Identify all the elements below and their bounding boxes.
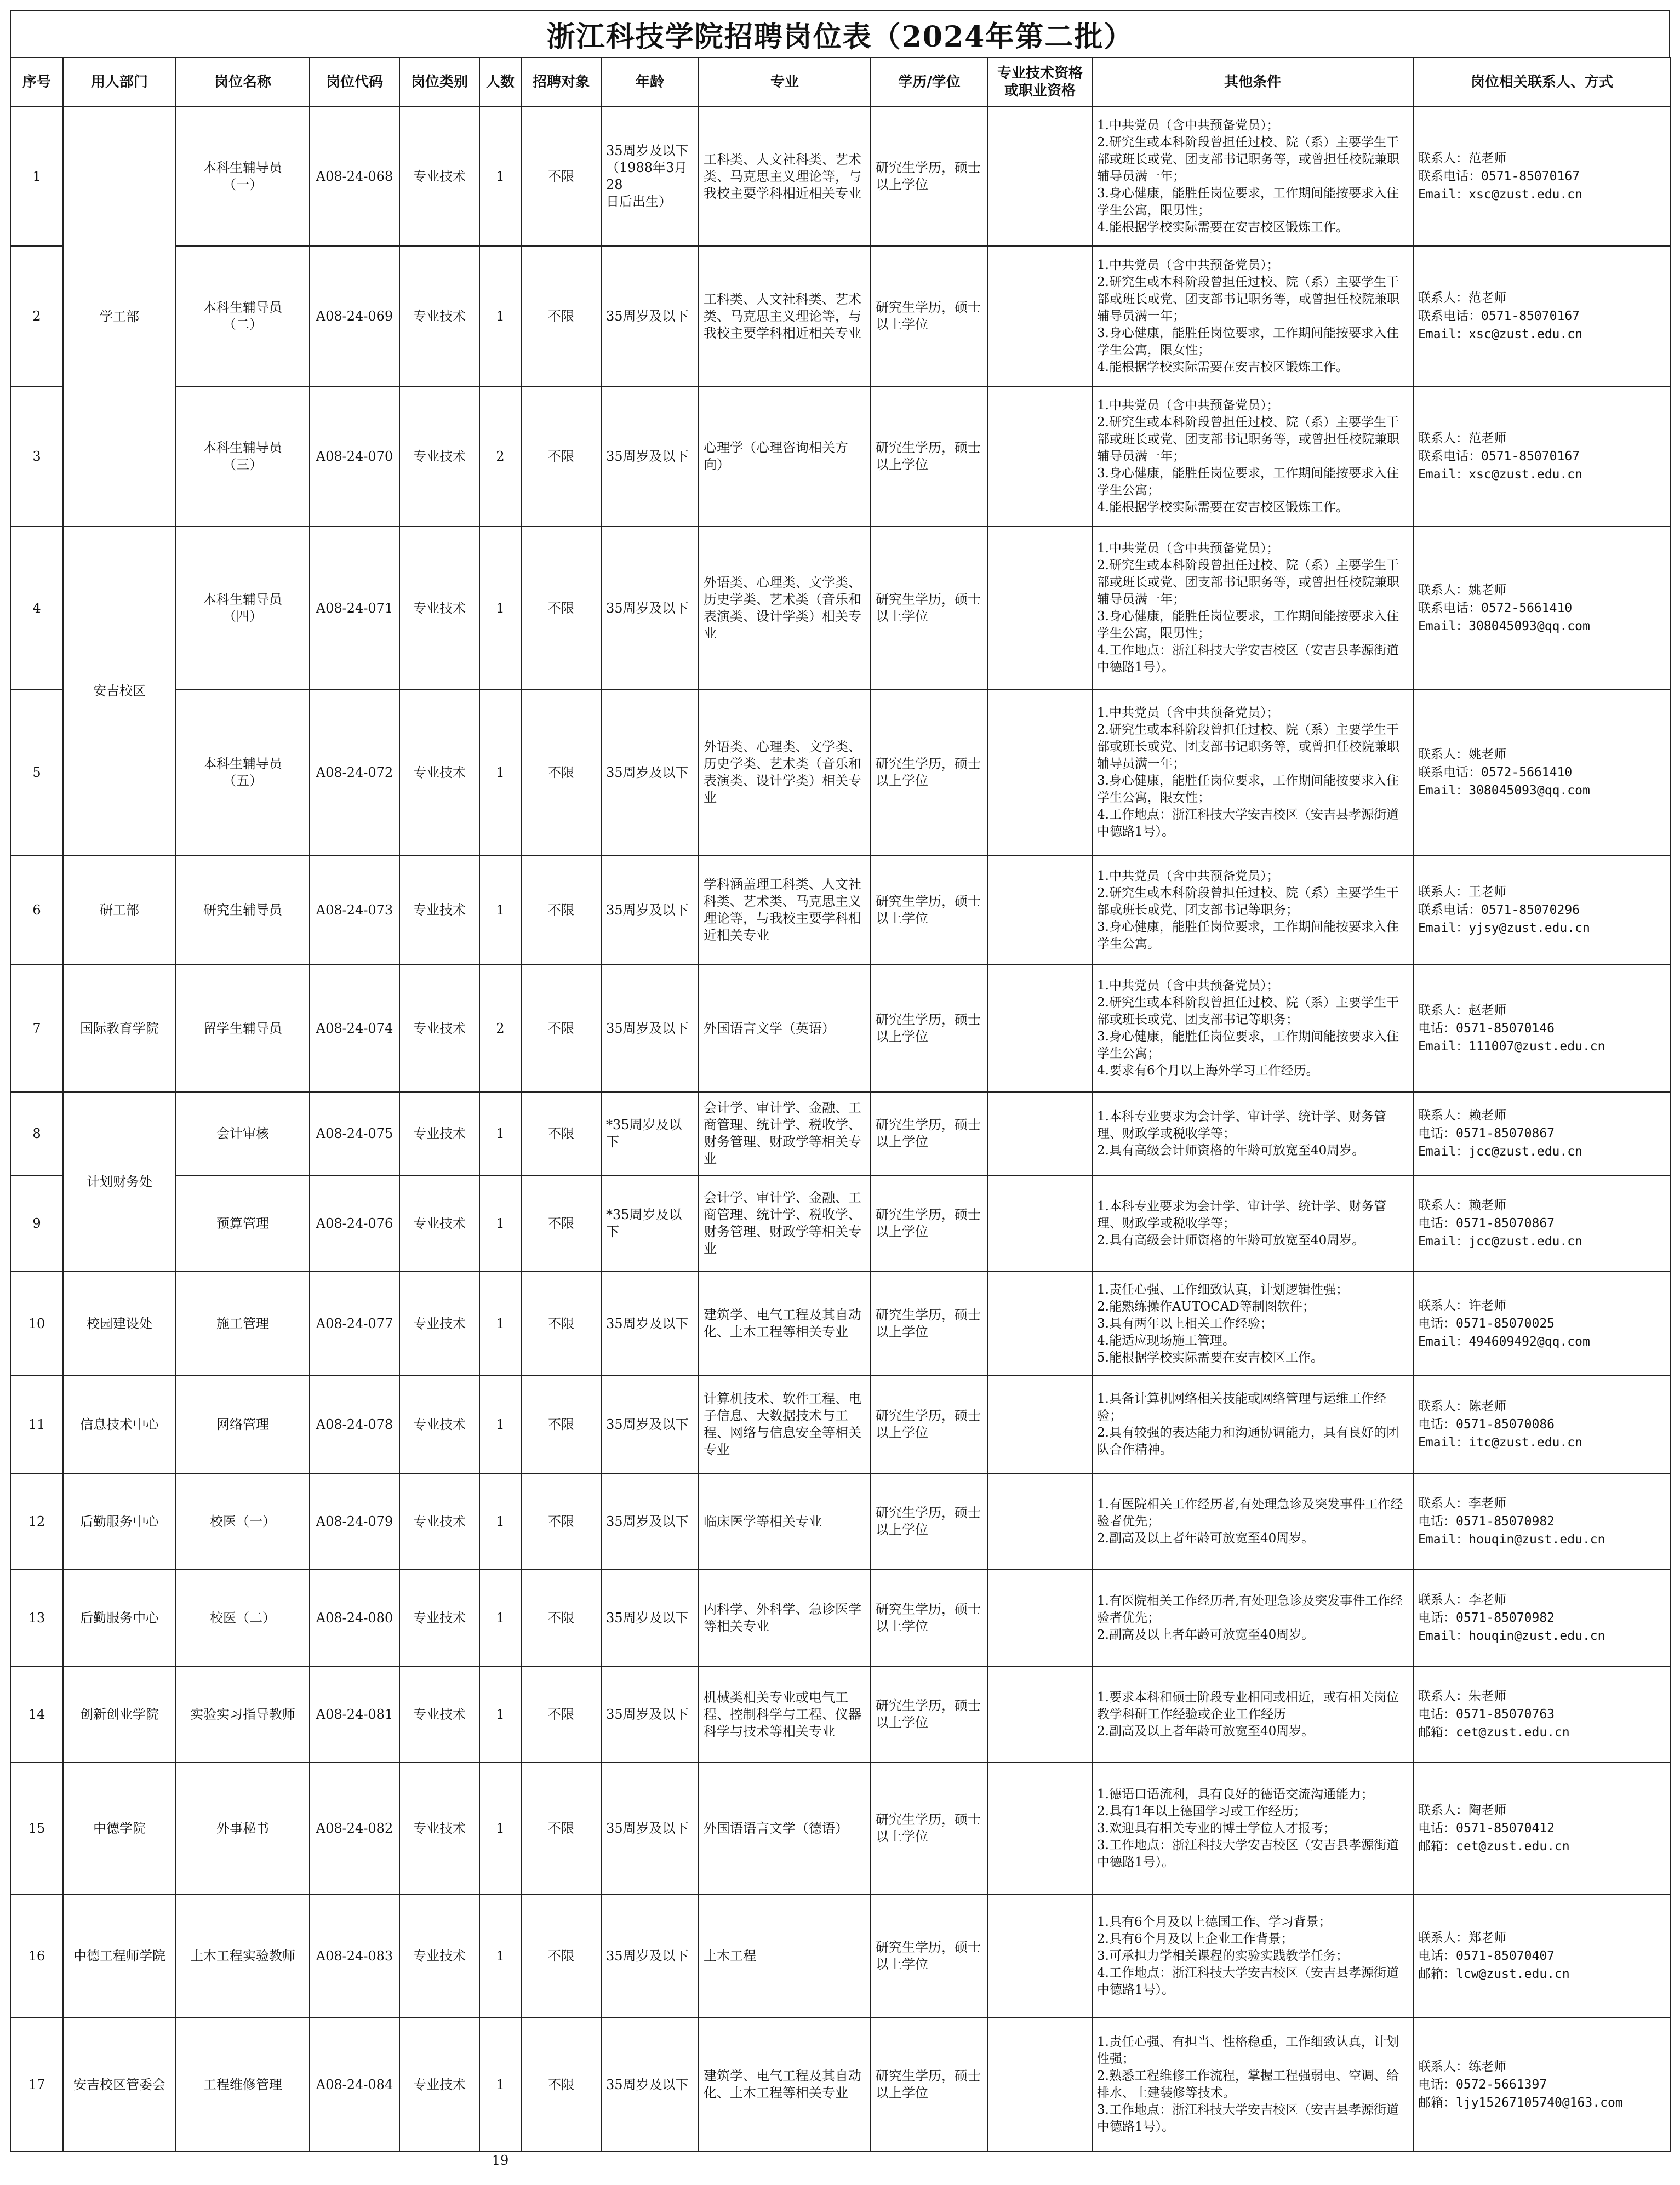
seq-cell: 15 bbox=[10, 1763, 63, 1894]
table-row bbox=[10, 1175, 1671, 1272]
post-code-cell: A08-24-083 bbox=[310, 1894, 399, 2018]
dept-cell: 学工部 bbox=[63, 107, 176, 527]
contact-cell: 联系人：范老师 联系电话：0571-85070167 Email：xsc@zust.edu.cn bbox=[1413, 246, 1671, 386]
degree-cell: 研究生学历，硕士以上学位 bbox=[871, 107, 988, 246]
contact-cell: 联系人：许老师 电话：0571-85070025 Email：494609492@qq.com bbox=[1413, 1272, 1671, 1376]
dept-cell: 研工部 bbox=[63, 855, 176, 965]
degree-cell: 研究生学历，硕士以上学位 bbox=[871, 1092, 988, 1175]
table-row bbox=[10, 1272, 1671, 1376]
post-code-cell: A08-24-081 bbox=[310, 1666, 399, 1763]
contact-cell: 联系人：范老师 联系电话：0571-85070167 Email：xsc@zust.edu.cn bbox=[1413, 386, 1671, 527]
age-cell: *35周岁及以下 bbox=[601, 1175, 699, 1272]
major-cell: 建筑学、电气工程及其自动化、土木工程等相关专业 bbox=[699, 2018, 871, 2152]
degree-cell: 研究生学历，硕士以上学位 bbox=[871, 246, 988, 386]
post-code-cell: A08-24-073 bbox=[310, 855, 399, 965]
count-cell: 1 bbox=[479, 1473, 521, 1570]
table-row bbox=[10, 690, 1671, 855]
post-name-cell: 研究生辅导员 bbox=[176, 855, 310, 965]
contact-cell: 联系人：范老师 联系电话：0571-85070167 Email：xsc@zust.edu.cn bbox=[1413, 107, 1671, 246]
degree-cell: 研究生学历，硕士以上学位 bbox=[871, 965, 988, 1092]
degree-cell: 研究生学历，硕士以上学位 bbox=[871, 1666, 988, 1763]
count-cell: 1 bbox=[479, 2018, 521, 2152]
age-cell: 35周岁及以下 bbox=[601, 2018, 699, 2152]
degree-cell: 研究生学历，硕士以上学位 bbox=[871, 1272, 988, 1376]
other-conditions-cell: 1.具有6个月及以上德国工作、学习背景； 2.具有6个月及以上企业工作背景； 3.可承担力学相关课程的实验实践教学任务； 4.工作地点：浙江科技大学安吉校区（安吉县孝源街道中德路1号）。 bbox=[1092, 1894, 1413, 2018]
target-cell: 不限 bbox=[521, 965, 601, 1092]
contact-cell: 联系人：王老师 联系电话：0571-85070296 Email：yjsy@zust.edu.cn bbox=[1413, 855, 1671, 965]
major-cell: 建筑学、电气工程及其自动化、土木工程等相关专业 bbox=[699, 1272, 871, 1376]
table-row bbox=[10, 2018, 1671, 2152]
other-conditions-cell: 1.本科专业要求为会计学、审计学、统计学、财务管理、财政学或税收学等； 2.具有高级会计师资格的年龄可放宽至40周岁。 bbox=[1092, 1092, 1413, 1175]
post-code-cell: A08-24-074 bbox=[310, 965, 399, 1092]
post-name-cell: 本科生辅导员 （五） bbox=[176, 690, 310, 855]
major-cell: 外国语言文学（英语） bbox=[699, 965, 871, 1092]
table-row bbox=[10, 527, 1671, 690]
post-code-cell: A08-24-078 bbox=[310, 1376, 399, 1473]
post-type-cell: 专业技术 bbox=[399, 1473, 479, 1570]
post-name-cell: 土木工程实验教师 bbox=[176, 1894, 310, 2018]
count-cell: 1 bbox=[479, 246, 521, 386]
target-cell: 不限 bbox=[521, 2018, 601, 2152]
post-name-cell: 预算管理 bbox=[176, 1175, 310, 1272]
degree-cell: 研究生学历，硕士以上学位 bbox=[871, 1376, 988, 1473]
other-conditions-cell: 1.责任心强、有担当、性格稳重，工作细致认真，计划性强； 2.熟悉工程维修工作流程，掌握工程强弱电、空调、给排水、土建装修等技术。 3.工作地点：浙江科技大学安吉校区（安吉县孝源街道中德路1号）。 bbox=[1092, 2018, 1413, 2152]
target-cell: 不限 bbox=[521, 246, 601, 386]
dept-cell: 计划财务处 bbox=[63, 1092, 176, 1272]
header-other: 其他条件 bbox=[1092, 58, 1413, 107]
age-cell: *35周岁及以下 bbox=[601, 1092, 699, 1175]
post-name-cell: 工程维修管理 bbox=[176, 2018, 310, 2152]
count-cell: 1 bbox=[479, 1272, 521, 1376]
seq-cell: 17 bbox=[10, 2018, 63, 2152]
major-cell: 临床医学等相关专业 bbox=[699, 1473, 871, 1570]
other-conditions-cell: 1.中共党员（含中共预备党员）； 2.研究生或本科阶段曾担任过校、院（系）主要学生干部或班长或党、团支部书记职务等，或曾担任校院兼职辅导员满一年； 3.身心健康，能胜任岗位要求，工作期间能按要求入住学生公寓，限男性； 4.工作地点：浙江科技大学安吉校区（安吉县孝源街道中德路1号）。 bbox=[1092, 527, 1413, 690]
seq-cell: 1 bbox=[10, 107, 63, 246]
post-code-cell: A08-24-082 bbox=[310, 1763, 399, 1894]
header-dept: 用人部门 bbox=[63, 58, 176, 107]
qualification-cell bbox=[988, 1272, 1092, 1376]
dept-cell: 国际教育学院 bbox=[63, 965, 176, 1092]
contact-cell: 联系人：赖老师 电话：0571-85070867 Email：jcc@zust.edu.cn bbox=[1413, 1092, 1671, 1175]
target-cell: 不限 bbox=[521, 1473, 601, 1570]
post-name-cell: 网络管理 bbox=[176, 1376, 310, 1473]
table-row bbox=[10, 1666, 1671, 1763]
qualification-cell bbox=[988, 1763, 1092, 1894]
target-cell: 不限 bbox=[521, 855, 601, 965]
qualification-cell bbox=[988, 386, 1092, 527]
age-cell: 35周岁及以下 bbox=[601, 965, 699, 1092]
post-code-cell: A08-24-070 bbox=[310, 386, 399, 527]
post-type-cell: 专业技术 bbox=[399, 690, 479, 855]
seq-cell: 3 bbox=[10, 386, 63, 527]
dept-cell: 信息技术中心 bbox=[63, 1376, 176, 1473]
major-cell: 工科类、人文社科类、艺术类、马克思主义理论等，与我校主要学科相近相关专业 bbox=[699, 107, 871, 246]
target-cell: 不限 bbox=[521, 1666, 601, 1763]
header-contact: 岗位相关联系人、方式 bbox=[1413, 58, 1671, 107]
count-cell: 1 bbox=[479, 1376, 521, 1473]
post-name-cell: 本科生辅导员 （二） bbox=[176, 246, 310, 386]
qualification-cell bbox=[988, 1666, 1092, 1763]
qualification-cell bbox=[988, 1175, 1092, 1272]
qualification-cell bbox=[988, 246, 1092, 386]
table-row bbox=[10, 107, 1671, 246]
table-row bbox=[10, 1570, 1671, 1666]
qualification-cell bbox=[988, 1894, 1092, 2018]
dept-cell: 创新创业学院 bbox=[63, 1666, 176, 1763]
count-cell: 1 bbox=[479, 855, 521, 965]
contact-cell: 联系人：姚老师 联系电话：0572-5661410 Email：308045093@qq.com bbox=[1413, 690, 1671, 855]
recruitment-table-frame bbox=[10, 10, 1670, 2169]
target-cell: 不限 bbox=[521, 1894, 601, 2018]
major-cell: 工科类、人文社科类、艺术类、马克思主义理论等，与我校主要学科相近相关专业 bbox=[699, 246, 871, 386]
post-type-cell: 专业技术 bbox=[399, 107, 479, 246]
qualification-cell bbox=[988, 527, 1092, 690]
seq-cell: 6 bbox=[10, 855, 63, 965]
seq-cell: 9 bbox=[10, 1175, 63, 1272]
degree-cell: 研究生学历，硕士以上学位 bbox=[871, 690, 988, 855]
post-code-cell: A08-24-075 bbox=[310, 1092, 399, 1175]
header-post-type: 岗位类别 bbox=[399, 58, 479, 107]
age-cell: 35周岁及以下 bbox=[601, 386, 699, 527]
other-conditions-cell: 1.中共党员（含中共预备党员）； 2.研究生或本科阶段曾担任过校、院（系）主要学生干部或班长或党、团支部书记职务等，或曾担任校院兼职辅导员满一年； 3.身心健康，能胜任岗位要求，工作期间能按要求入住学生公寓； 4.能根据学校实际需要在安吉校区锻炼工作。 bbox=[1092, 386, 1413, 527]
target-cell: 不限 bbox=[521, 1175, 601, 1272]
contact-cell: 联系人：赵老师 电话：0571-85070146 Email：111007@zust.edu.cn bbox=[1413, 965, 1671, 1092]
post-type-cell: 专业技术 bbox=[399, 1570, 479, 1666]
other-conditions-cell: 1.有医院相关工作经历者,有处理急诊及突发事件工作经验者优先； 2.副高及以上者年龄可放宽至40周岁。 bbox=[1092, 1570, 1413, 1666]
contact-cell: 联系人：郑老师 电话：0571-85070407 邮箱：lcw@zust.edu.cn bbox=[1413, 1894, 1671, 2018]
major-cell: 会计学、审计学、金融、工商管理、统计学、税收学、财务管理、财政学等相关专业 bbox=[699, 1175, 871, 1272]
seq-cell: 16 bbox=[10, 1894, 63, 2018]
header-qualification: 专业技术资格或职业资格 bbox=[988, 58, 1092, 107]
post-type-cell: 专业技术 bbox=[399, 527, 479, 690]
contact-cell: 联系人：朱老师 电话：0571-85070763 邮箱：cet@zust.edu.cn bbox=[1413, 1666, 1671, 1763]
qualification-cell bbox=[988, 1376, 1092, 1473]
other-conditions-cell: 1.有医院相关工作经历者,有处理急诊及突发事件工作经验者优先； 2.副高及以上者年龄可放宽至40周岁。 bbox=[1092, 1473, 1413, 1570]
post-code-cell: A08-24-071 bbox=[310, 527, 399, 690]
qualification-cell bbox=[988, 1092, 1092, 1175]
table-row bbox=[10, 1763, 1671, 1894]
count-cell: 1 bbox=[479, 1570, 521, 1666]
qualification-cell bbox=[988, 107, 1092, 246]
major-cell: 机械类相关专业或电气工程、控制科学与工程、仪器科学与技术等相关专业 bbox=[699, 1666, 871, 1763]
post-type-cell: 专业技术 bbox=[399, 1272, 479, 1376]
age-cell: 35周岁及以下 bbox=[601, 527, 699, 690]
post-type-cell: 专业技术 bbox=[399, 1376, 479, 1473]
seq-cell: 13 bbox=[10, 1570, 63, 1666]
table-row bbox=[10, 1376, 1671, 1473]
post-name-cell: 本科生辅导员 （三） bbox=[176, 386, 310, 527]
post-name-cell: 施工管理 bbox=[176, 1272, 310, 1376]
other-conditions-cell: 1.中共党员（含中共预备党员）； 2.研究生或本科阶段曾担任过校、院（系）主要学生干部或班长或党、团支部书记职务等，或曾担任校院兼职辅导员满一年； 3.身心健康，能胜任岗位要求，工作期间能按要求入住学生公寓，限女性； 4.能根据学校实际需要在安吉校区锻炼工作。 bbox=[1092, 246, 1413, 386]
dept-cell: 校园建设处 bbox=[63, 1272, 176, 1376]
dept-cell: 安吉校区管委会 bbox=[63, 2018, 176, 2152]
contact-cell: 联系人：陈老师 电话：0571-85070086 Email：itc@zust.edu.cn bbox=[1413, 1376, 1671, 1473]
header-target: 招聘对象 bbox=[521, 58, 601, 107]
post-name-cell: 本科生辅导员 （四） bbox=[176, 527, 310, 690]
header-seq: 序号 bbox=[10, 58, 63, 107]
dept-cell: 后勤服务中心 bbox=[63, 1570, 176, 1666]
seq-cell: 2 bbox=[10, 246, 63, 386]
seq-cell: 5 bbox=[10, 690, 63, 855]
post-code-cell: A08-24-077 bbox=[310, 1272, 399, 1376]
count-cell: 1 bbox=[479, 690, 521, 855]
post-type-cell: 专业技术 bbox=[399, 2018, 479, 2152]
age-cell: 35周岁及以下 bbox=[601, 1272, 699, 1376]
dept-cell: 中德工程师学院 bbox=[63, 1894, 176, 2018]
header-count: 人数 bbox=[479, 58, 521, 107]
age-cell: 35周岁及以下 bbox=[601, 690, 699, 855]
degree-cell: 研究生学历，硕士以上学位 bbox=[871, 527, 988, 690]
post-type-cell: 专业技术 bbox=[399, 1092, 479, 1175]
post-code-cell: A08-24-069 bbox=[310, 246, 399, 386]
qualification-cell bbox=[988, 1473, 1092, 1570]
footer-spacer bbox=[10, 2152, 479, 2169]
other-conditions-cell: 1.责任心强、工作细致认真，计划逻辑性强； 2.能熟练操作AUTOCAD等制图软件； 3.具有两年以上相关工作经验； 4.能适应现场施工管理。 5.能根据学校实际需要在安吉校区工作。 bbox=[1092, 1272, 1413, 1376]
contact-cell: 联系人：李老师 电话：0571-85070982 Email：houqin@zust.edu.cn bbox=[1413, 1570, 1671, 1666]
count-cell: 2 bbox=[479, 386, 521, 527]
table-row bbox=[10, 1092, 1671, 1175]
age-cell: 35周岁及以下 bbox=[601, 1666, 699, 1763]
target-cell: 不限 bbox=[521, 1570, 601, 1666]
count-cell: 1 bbox=[479, 1666, 521, 1763]
post-type-cell: 专业技术 bbox=[399, 386, 479, 527]
dept-cell: 后勤服务中心 bbox=[63, 1473, 176, 1570]
post-name-cell: 本科生辅导员 （一） bbox=[176, 107, 310, 246]
other-conditions-cell: 1.要求本科和硕士阶段专业相同或相近，或有相关岗位教学科研工作经验或企业工作经历 2.副高及以上者年龄可放宽至40周岁。 bbox=[1092, 1666, 1413, 1763]
major-cell: 心理学（心理咨询相关方向） bbox=[699, 386, 871, 527]
target-cell: 不限 bbox=[521, 527, 601, 690]
major-cell: 外国语语言文学（德语） bbox=[699, 1763, 871, 1894]
age-cell: 35周岁及以下 bbox=[601, 1570, 699, 1666]
major-cell: 学科涵盖理工科类、人文社科类、艺术类、马克思主义理论等，与我校主要学科相近相关专业 bbox=[699, 855, 871, 965]
target-cell: 不限 bbox=[521, 1763, 601, 1894]
post-name-cell: 校医（二） bbox=[176, 1570, 310, 1666]
count-cell: 1 bbox=[479, 1092, 521, 1175]
page-number: 19 bbox=[492, 2153, 509, 2168]
age-cell: 35周岁及以下 bbox=[601, 1473, 699, 1570]
header-row bbox=[10, 58, 1671, 107]
post-type-cell: 专业技术 bbox=[399, 1175, 479, 1272]
other-conditions-cell: 1.中共党员（含中共预备党员）； 2.研究生或本科阶段曾担任过校、院（系）主要学生干部或班长或党、团支部书记职务等，或曾担任校院兼职辅导员满一年； 3.身心健康，能胜任岗位要求，工作期间能按要求入住学生公寓，限男性； 4.能根据学校实际需要在安吉校区锻炼工作。 bbox=[1092, 107, 1413, 246]
table-row bbox=[10, 855, 1671, 965]
qualification-cell bbox=[988, 1570, 1092, 1666]
post-type-cell: 专业技术 bbox=[399, 1763, 479, 1894]
degree-cell: 研究生学历，硕士以上学位 bbox=[871, 1763, 988, 1894]
dept-cell: 安吉校区 bbox=[63, 527, 176, 855]
contact-cell: 联系人：陶老师 电话：0571-85070412 邮箱：cet@zust.edu.cn bbox=[1413, 1763, 1671, 1894]
post-name-cell: 外事秘书 bbox=[176, 1763, 310, 1894]
other-conditions-cell: 1.具备计算机网络相关技能或网络管理与运维工作经验； 2.具有较强的表达能力和沟通协调能力，具有良好的团队合作精神。 bbox=[1092, 1376, 1413, 1473]
post-code-cell: A08-24-076 bbox=[310, 1175, 399, 1272]
count-cell: 1 bbox=[479, 527, 521, 690]
post-code-cell: A08-24-068 bbox=[310, 107, 399, 246]
post-code-cell: A08-24-084 bbox=[310, 2018, 399, 2152]
post-type-cell: 专业技术 bbox=[399, 855, 479, 965]
post-code-cell: A08-24-079 bbox=[310, 1473, 399, 1570]
age-cell: 35周岁及以下 bbox=[601, 246, 699, 386]
dept-cell: 中德学院 bbox=[63, 1763, 176, 1894]
post-name-cell: 会计审核 bbox=[176, 1092, 310, 1175]
degree-cell: 研究生学历，硕士以上学位 bbox=[871, 1473, 988, 1570]
post-code-cell: A08-24-080 bbox=[310, 1570, 399, 1666]
contact-cell: 联系人：姚老师 联系电话：0572-5661410 Email：308045093@qq.com bbox=[1413, 527, 1671, 690]
table-row bbox=[10, 1473, 1671, 1570]
page-title: 浙江科技学院招聘岗位表（2024年第二批） bbox=[10, 10, 1670, 57]
degree-cell: 研究生学历，硕士以上学位 bbox=[871, 386, 988, 527]
post-name-cell: 实验实习指导教师 bbox=[176, 1666, 310, 1763]
recruitment-table bbox=[10, 57, 1671, 2169]
other-conditions-cell: 1.德语口语流利，具有良好的德语交流沟通能力； 2.具有1年以上德国学习或工作经历； 3.欢迎具有相关专业的博士学位人才报考； 3.工作地点：浙江科技大学安吉校区（安吉县孝源街道中德路1号）。 bbox=[1092, 1763, 1413, 1894]
post-code-cell: A08-24-072 bbox=[310, 690, 399, 855]
degree-cell: 研究生学历，硕士以上学位 bbox=[871, 1894, 988, 2018]
target-cell: 不限 bbox=[521, 107, 601, 246]
other-conditions-cell: 1.本科专业要求为会计学、审计学、统计学、财务管理、财政学或税收学等； 2.具有高级会计师资格的年龄可放宽至40周岁。 bbox=[1092, 1175, 1413, 1272]
major-cell: 会计学、审计学、金融、工商管理、统计学、税收学、财务管理、财政学等相关专业 bbox=[699, 1092, 871, 1175]
table-row bbox=[10, 1894, 1671, 2018]
target-cell: 不限 bbox=[521, 386, 601, 527]
contact-cell: 联系人：李老师 电话：0571-85070982 Email：houqin@zust.edu.cn bbox=[1413, 1473, 1671, 1570]
seq-cell: 10 bbox=[10, 1272, 63, 1376]
post-type-cell: 专业技术 bbox=[399, 1666, 479, 1763]
target-cell: 不限 bbox=[521, 1092, 601, 1175]
post-type-cell: 专业技术 bbox=[399, 965, 479, 1092]
header-post-code: 岗位代码 bbox=[310, 58, 399, 107]
target-cell: 不限 bbox=[521, 1272, 601, 1376]
post-type-cell: 专业技术 bbox=[399, 246, 479, 386]
degree-cell: 研究生学历，硕士以上学位 bbox=[871, 2018, 988, 2152]
target-cell: 不限 bbox=[521, 1376, 601, 1473]
other-conditions-cell: 1.中共党员（含中共预备党员）； 2.研究生或本科阶段曾担任过校、院（系）主要学生干部或班长或党、团支部书记等职务； 3.身心健康，能胜任岗位要求，工作期间能按要求入住学生公寓； 4.要求有6个月以上海外学习工作经历。 bbox=[1092, 965, 1413, 1092]
count-cell: 1 bbox=[479, 1763, 521, 1894]
table-row bbox=[10, 965, 1671, 1092]
major-cell: 内科学、外科学、急诊医学等相关专业 bbox=[699, 1570, 871, 1666]
degree-cell: 研究生学历，硕士以上学位 bbox=[871, 1175, 988, 1272]
major-cell: 计算机技术、软件工程、电子信息、大数据技术与工程、网络与信息安全等相关专业 bbox=[699, 1376, 871, 1473]
major-cell: 土木工程 bbox=[699, 1894, 871, 2018]
age-cell: 35周岁及以下 bbox=[601, 1763, 699, 1894]
qualification-cell bbox=[988, 690, 1092, 855]
age-cell: 35周岁及以下 （1988年3月28 日后出生） bbox=[601, 107, 699, 246]
major-cell: 外语类、心理类、文学类、历史学类、艺术类（音乐和表演类、设计学类）相关专业 bbox=[699, 690, 871, 855]
age-cell: 35周岁及以下 bbox=[601, 855, 699, 965]
qualification-cell bbox=[988, 855, 1092, 965]
post-name-cell: 留学生辅导员 bbox=[176, 965, 310, 1092]
count-cell: 2 bbox=[479, 965, 521, 1092]
qualification-cell bbox=[988, 965, 1092, 1092]
major-cell: 外语类、心理类、文学类、历史学类、艺术类（音乐和表演类、设计学类）相关专业 bbox=[699, 527, 871, 690]
post-type-cell: 专业技术 bbox=[399, 1894, 479, 2018]
seq-cell: 4 bbox=[10, 527, 63, 690]
footer-spacer-right bbox=[521, 2152, 1671, 2169]
count-cell: 1 bbox=[479, 1894, 521, 2018]
seq-cell: 12 bbox=[10, 1473, 63, 1570]
post-name-cell: 校医（一） bbox=[176, 1473, 310, 1570]
header-degree: 学历/学位 bbox=[871, 58, 988, 107]
seq-cell: 14 bbox=[10, 1666, 63, 1763]
header-major: 专业 bbox=[699, 58, 871, 107]
table-body bbox=[10, 107, 1671, 2152]
contact-cell: 联系人：练老师 电话：0572-5661397 邮箱：ljy15267105740@163.com bbox=[1413, 2018, 1671, 2152]
table-row bbox=[10, 386, 1671, 527]
count-cell: 1 bbox=[479, 1175, 521, 1272]
qualification-cell bbox=[988, 2018, 1092, 2152]
table-row bbox=[10, 246, 1671, 386]
target-cell: 不限 bbox=[521, 690, 601, 855]
contact-cell: 联系人：赖老师 电话：0571-85070867 Email：jcc@zust.edu.cn bbox=[1413, 1175, 1671, 1272]
header-age: 年龄 bbox=[601, 58, 699, 107]
header-post-name: 岗位名称 bbox=[176, 58, 310, 107]
other-conditions-cell: 1.中共党员（含中共预备党员）； 2.研究生或本科阶段曾担任过校、院（系）主要学生干部或班长或党、团支部书记等职务； 3.身心健康，能胜任岗位要求，工作期间能按要求入住学生公寓。 bbox=[1092, 855, 1413, 965]
degree-cell: 研究生学历，硕士以上学位 bbox=[871, 1570, 988, 1666]
other-conditions-cell: 1.中共党员（含中共预备党员）； 2.研究生或本科阶段曾担任过校、院（系）主要学生干部或班长或党、团支部书记职务等，或曾担任校院兼职辅导员满一年； 3.身心健康，能胜任岗位要求，工作期间能按要求入住学生公寓，限女性； 4.工作地点：浙江科技大学安吉校区（安吉县孝源街道中德路1号）。 bbox=[1092, 690, 1413, 855]
footer-row bbox=[10, 2152, 1671, 2169]
seq-cell: 7 bbox=[10, 965, 63, 1092]
age-cell: 35周岁及以下 bbox=[601, 1376, 699, 1473]
seq-cell: 8 bbox=[10, 1092, 63, 1175]
count-cell: 1 bbox=[479, 107, 521, 246]
age-cell: 35周岁及以下 bbox=[601, 1894, 699, 2018]
seq-cell: 11 bbox=[10, 1376, 63, 1473]
degree-cell: 研究生学历，硕士以上学位 bbox=[871, 855, 988, 965]
